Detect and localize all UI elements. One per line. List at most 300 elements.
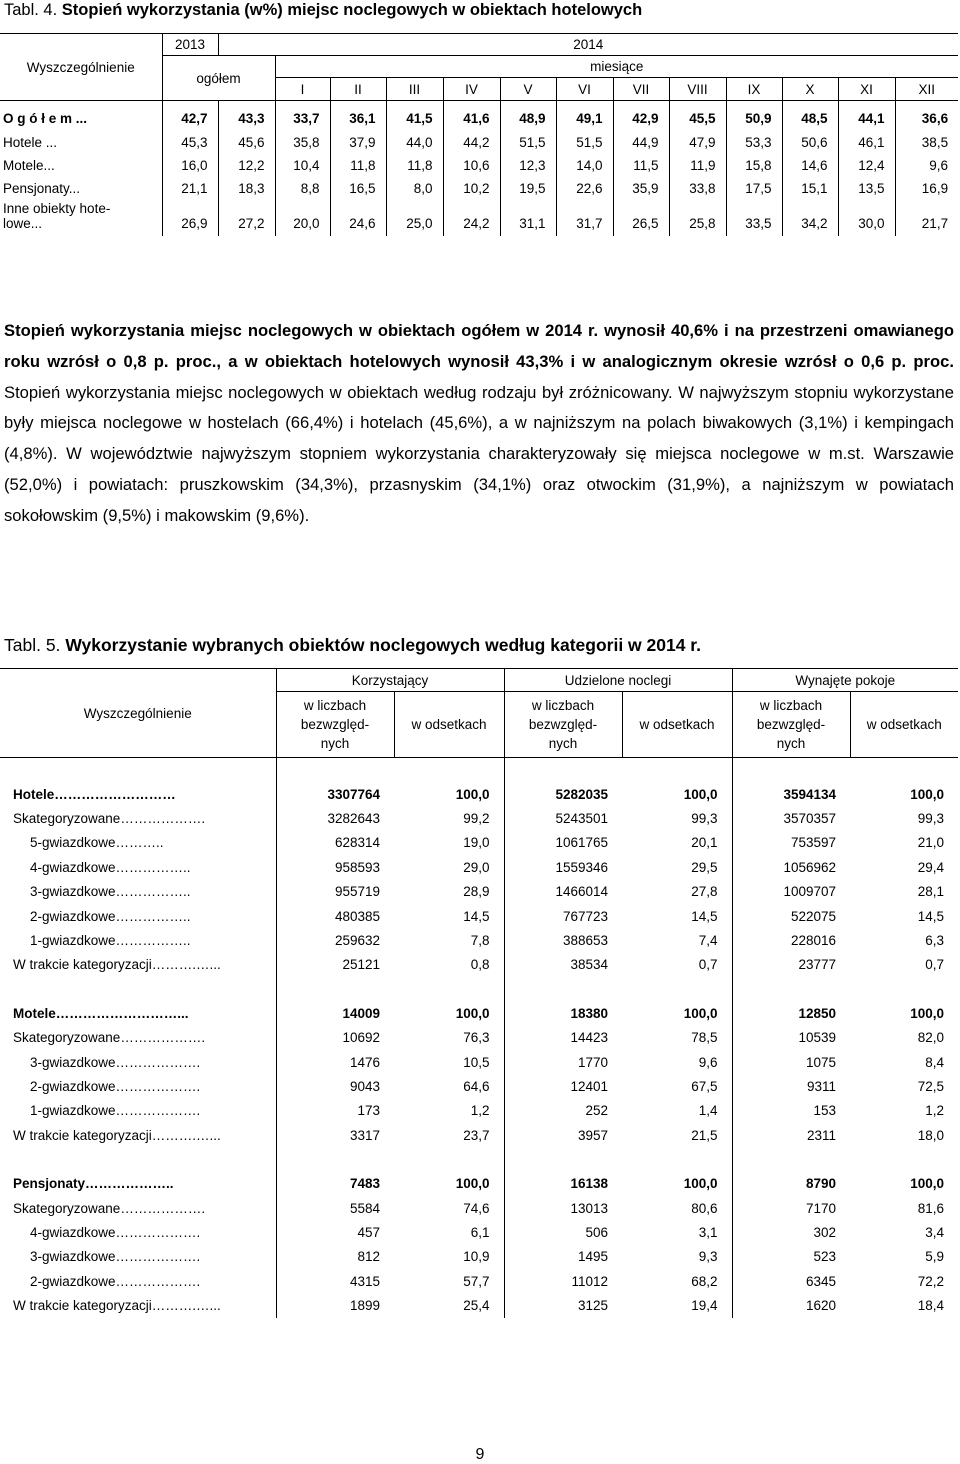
table4-cell-month: 10,2 <box>443 177 500 200</box>
table4-cell-month: 35,9 <box>613 177 669 200</box>
table5-head-absolute-line: bezwzględ- <box>528 717 598 732</box>
table4-cell-ogolem: 12,2 <box>218 154 275 177</box>
table5-cell-absolute: 3125 <box>577 1298 608 1314</box>
table5-spacer-cell <box>504 758 622 783</box>
table5-cell-absolute: 1009707 <box>783 884 837 900</box>
table4-cell-month: 16,9 <box>921 181 949 197</box>
table4-cell-month: 33,7 <box>275 101 330 131</box>
table5-head-percent: w odsetkach <box>394 692 504 758</box>
table4-title-text: Stopień wykorzystania (w%) miejsc noclegowych w obiektach hotelowych <box>61 1 643 19</box>
table5-row <box>0 880 958 904</box>
table4-cell-ogolem: 27,2 <box>218 201 275 236</box>
table5-row <box>0 806 958 830</box>
table5-cell-percent: 100,0 <box>394 1001 504 1025</box>
table4-cell-month: 17,5 <box>726 177 782 200</box>
table5-head-absolute-line: nych <box>776 736 806 751</box>
table5-spacer <box>0 1147 958 1171</box>
table5-cell-percent: 9,3 <box>622 1245 732 1269</box>
table4-cell-2013: 21,1 <box>162 177 218 200</box>
table5-row <box>0 1123 958 1147</box>
table4-cell-month: 14,6 <box>782 154 838 177</box>
table4-cell-month: 49,1 <box>556 101 613 131</box>
table4-cell-month: 15,1 <box>782 177 838 200</box>
table5-cell-absolute: 1620 <box>805 1298 837 1314</box>
table5-row <box>0 1099 958 1123</box>
table5-row <box>0 953 958 977</box>
table4-head-miesiace: miesiące <box>275 56 958 78</box>
table5-row <box>0 1001 958 1025</box>
table5-cell-percent: 100,0 <box>910 1005 945 1021</box>
table5-cell-percent: 100,0 <box>622 782 732 806</box>
table5-row-label: Skategoryzowane………………. <box>0 806 276 830</box>
table5-cell-absolute: 1559346 <box>555 859 608 875</box>
table4-row-label: Hotele ... <box>0 130 162 153</box>
table5-cell-percent: 27,8 <box>622 880 732 904</box>
table5-row-label: 3-gwiazdkowe………………. <box>0 1050 276 1074</box>
table5-cell-absolute: 767723 <box>562 908 608 924</box>
table5-cell-percent: 20,1 <box>622 831 732 855</box>
table4-cell-month: 35,8 <box>275 130 330 153</box>
table4-cell-month: 24,2 <box>443 201 500 236</box>
table5-row <box>0 831 958 855</box>
paragraph-bold-2: , a w obiektach hotelowych wynosił 43,3% i w analogicznym okresie wzrósł o 0,6 p. proc. <box>216 351 954 371</box>
page-number: 9 <box>475 1446 485 1463</box>
table4-cell-month: 36,6 <box>921 111 949 127</box>
table4-cell-month: 41,5 <box>386 101 443 131</box>
table4-cell-month: 44,1 <box>838 101 895 131</box>
table5-cell-absolute: 259632 <box>334 933 380 949</box>
table5-cell-percent: 21,5 <box>622 1123 732 1147</box>
table5-cell-absolute: 3570357 <box>783 811 837 827</box>
table4-cell-month: 53,3 <box>726 130 782 153</box>
table4-cell-month: 37,9 <box>330 130 386 153</box>
table4-head-month: VI <box>556 78 613 101</box>
table5-head-group-3: Wynajęte pokoje <box>732 669 958 692</box>
table5-title-text: Wykorzystanie wybranych obiektów noclegowych według kategorii w 2014 r. <box>65 635 702 655</box>
table4-title <box>4 1 642 20</box>
table4-head-month: XII <box>895 78 958 101</box>
table5-cell-absolute: 8790 <box>805 1176 837 1192</box>
table4-cell-month: 21,7 <box>921 215 949 231</box>
table5-row-label: 2-gwiazdkowe………………. <box>0 1269 276 1293</box>
table4-cell-month: 41,6 <box>443 101 500 131</box>
table4-head-month: IV <box>443 78 500 101</box>
table4-cell-2013: 16,0 <box>162 154 218 177</box>
table5-cell-absolute: 10692 <box>342 1030 380 1046</box>
table5-head-absolute <box>504 692 622 758</box>
table4-cell-month: 50,6 <box>782 130 838 153</box>
table5-row-label: 5-gwiazdkowe……….. <box>0 831 276 855</box>
table5-cell-percent: 7,4 <box>622 928 732 952</box>
table5-cell-percent: 72,2 <box>917 1273 945 1289</box>
table5-row-label: 2-gwiazdkowe………………. <box>0 1074 276 1098</box>
table5-cell-percent: 14,5 <box>622 904 732 928</box>
table5-cell-percent: 74,6 <box>394 1196 504 1220</box>
table5-cell-absolute: 14009 <box>342 1005 380 1021</box>
table5-cell-absolute: 10539 <box>798 1030 837 1046</box>
table5-cell-percent: 3,1 <box>622 1220 732 1244</box>
table5-cell-percent: 67,5 <box>622 1074 732 1098</box>
table5-cell-percent: 99,3 <box>917 811 945 827</box>
table5-cell-absolute: 3594134 <box>783 786 837 802</box>
table5-cell-percent: 1,2 <box>925 1103 945 1119</box>
table5-spacer-cell <box>276 1147 394 1171</box>
table4-cell-month: 51,5 <box>500 130 556 153</box>
table5-row <box>0 1026 958 1050</box>
table5-head-absolute-line: w liczbach <box>531 698 595 713</box>
table4-cell-2013: 26,9 <box>162 201 218 236</box>
table5-cell-absolute: 1056962 <box>783 859 837 875</box>
table4-head-month: VIII <box>669 78 726 101</box>
table4-cell-month: 15,8 <box>726 154 782 177</box>
table5-head-absolute <box>732 692 850 758</box>
table5-cell-percent: 7,8 <box>394 928 504 952</box>
table5-cell-absolute: 480385 <box>334 908 380 924</box>
table5-cell-absolute: 2311 <box>806 1127 837 1143</box>
table4-cell-month: 14,0 <box>556 154 613 177</box>
table4-cell-month: 33,5 <box>726 201 782 236</box>
table4-cell-month: 9,6 <box>929 157 949 173</box>
table5-head-group-2: Udzielone noclegi <box>504 669 732 692</box>
table4-cell-month: 47,9 <box>669 130 726 153</box>
table4-cell-ogolem: 45,6 <box>218 130 275 153</box>
table5-cell-percent: 68,2 <box>622 1269 732 1293</box>
table5-spacer <box>0 977 958 1001</box>
table4-cell-month: 11,8 <box>330 154 386 177</box>
table5-cell-percent: 29,5 <box>622 855 732 879</box>
table5-spacer-cell <box>622 1147 732 1171</box>
table5-spacer-cell <box>850 977 958 1001</box>
table5-cell-absolute: 958593 <box>334 859 380 875</box>
table5-row <box>0 1245 958 1269</box>
table4-cell-ogolem: 43,3 <box>218 101 275 131</box>
table5-spacer-cell <box>622 977 732 1001</box>
table5-cell-absolute: 522075 <box>790 908 837 924</box>
table5-cell-percent: 99,3 <box>622 806 732 830</box>
table5-spacer-cell <box>732 758 850 783</box>
table5-row-label: 4-gwiazdkowe…………….. <box>0 855 276 879</box>
table4-cell-2013: 42,7 <box>162 101 218 131</box>
table4-cell-ogolem: 18,3 <box>218 177 275 200</box>
table5-cell-absolute: 23777 <box>798 957 837 973</box>
table5-row <box>0 1171 958 1195</box>
table5-row-label: Skategoryzowane………………. <box>0 1026 276 1050</box>
table5-cell-percent: 6,1 <box>394 1220 504 1244</box>
table4-row-label-line: Inne obiekty hote- <box>3 200 111 216</box>
table5-spacer-cell <box>394 1147 504 1171</box>
table4-title-prefix: Tabl. 4. <box>4 1 58 19</box>
table5-cell-percent: 5,9 <box>925 1249 945 1265</box>
table5-cell-absolute: 1770 <box>577 1054 608 1070</box>
table4-cell-month: 16,5 <box>330 177 386 200</box>
table5-cell-percent: 19,0 <box>394 831 504 855</box>
table5-cell-percent: 100,0 <box>622 1001 732 1025</box>
table5-cell-percent: 80,6 <box>622 1196 732 1220</box>
table5-row <box>0 782 958 806</box>
table5-cell-absolute: 5584 <box>349 1200 380 1216</box>
table4-cell-month: 25,8 <box>669 201 726 236</box>
table4-cell-month: 20,0 <box>275 201 330 236</box>
table5-spacer-cell <box>0 977 276 1001</box>
table4-cell-month: 50,9 <box>726 101 782 131</box>
table4-cell-month: 19,5 <box>500 177 556 200</box>
table5-cell-absolute: 1495 <box>577 1249 608 1265</box>
table5-row-label: Skategoryzowane………………. <box>0 1196 276 1220</box>
table5-row-label: Pensjonaty……………….. <box>0 1171 276 1195</box>
table5-spacer-cell <box>276 758 394 783</box>
table5-cell-percent: 100,0 <box>910 786 945 802</box>
table4-cell-month: 31,1 <box>500 201 556 236</box>
table5-cell-percent: 99,2 <box>394 806 504 830</box>
table5-cell-absolute: 3957 <box>577 1127 608 1143</box>
table5-spacer-cell <box>732 1147 850 1171</box>
table5-cell-absolute: 38534 <box>570 957 608 973</box>
table5-cell-absolute: 7170 <box>805 1200 837 1216</box>
table5-row <box>0 904 958 928</box>
table5-head-absolute-line: w liczbach <box>303 698 367 713</box>
table5-row-label: 1-gwiazdkowe………………. <box>0 1099 276 1123</box>
table5-spacer-cell <box>0 1147 276 1171</box>
table5-cell-absolute: 4315 <box>349 1273 380 1289</box>
table5-spacer <box>0 758 958 783</box>
table5-cell-absolute: 457 <box>357 1224 380 1240</box>
table5-cell-percent: 18,4 <box>917 1298 945 1314</box>
table5-cell-percent: 72,5 <box>917 1078 945 1094</box>
table4-row <box>0 130 958 153</box>
table4-cell-month: 8,0 <box>386 177 443 200</box>
table4-cell-month: 8,8 <box>275 177 330 200</box>
table5-cell-absolute: 6345 <box>805 1273 837 1289</box>
table4-cell-month: 34,2 <box>782 201 838 236</box>
table5-head-absolute <box>276 692 394 758</box>
table4-cell-month: 10,4 <box>275 154 330 177</box>
table5-cell-absolute: 11012 <box>571 1273 608 1289</box>
table5-cell-percent: 28,9 <box>394 880 504 904</box>
table5-spacer-cell <box>394 758 504 783</box>
table5-row-label: 1-gwiazdkowe…………….. <box>0 928 276 952</box>
table5-spacer-cell <box>850 758 958 783</box>
table5-cell-percent: 0,7 <box>925 957 945 973</box>
table5-head-absolute-line: nych <box>548 736 578 751</box>
table5-spacer-cell <box>504 1147 622 1171</box>
table5-spacer-cell <box>850 1147 958 1171</box>
paragraph-bold-1: Stopień wykorzystania miejsc noclegowych w obiektach ogółem w 2014 r. wynosił 40,6% i na przestrzeni omawianego roku wzrósł o 0,8 p. proc. <box>4 321 954 371</box>
table4 <box>0 33 958 236</box>
table5-cell-absolute: 1075 <box>805 1054 837 1070</box>
table5-cell-absolute: 5243501 <box>555 811 608 827</box>
paragraph-text: Stopień wykorzystania miejsc noclegowych w obiektach według rodzaju był zróżnicowany. W najwyższym stopniu wykorzystane były miejsca noclegowe w hostelach (66,4%) i hotelach (45,6%), a w najniższym na polach biwakowych (3,1%) i kempingach (4,8%). W województwie najwyższym stopniem wykorzystania charakteryzowały się miejsca noclegowe w m.st. Warszawie (52,0%) i powiatach: pruszkowskim (34,3%), przasnyskim (34,1%) oraz otwockim (31,9%), a najniższym w powiatach sokołowskim (9,5%) i makowskim (9,6%). <box>4 382 954 525</box>
table4-cell-month: 38,5 <box>921 134 949 150</box>
table4-row <box>0 101 958 131</box>
table4-head-month: II <box>330 78 386 101</box>
table5-cell-absolute: 228016 <box>790 933 837 949</box>
table5-title-prefix: Tabl. 5. <box>4 635 61 655</box>
table4-head-month: IX <box>726 78 782 101</box>
table5-cell-absolute: 3307764 <box>327 786 380 802</box>
table5-cell-percent: 78,5 <box>622 1026 732 1050</box>
table5-row <box>0 1220 958 1244</box>
table5-cell-percent: 14,5 <box>917 908 945 924</box>
table4-row-label: Pensjonaty... <box>0 177 162 200</box>
table5-cell-percent: 23,7 <box>394 1123 504 1147</box>
table5-cell-percent: 1,2 <box>394 1099 504 1123</box>
table5-row <box>0 855 958 879</box>
table4-cell-month: 33,8 <box>669 177 726 200</box>
table5-cell-absolute: 1061765 <box>555 835 608 851</box>
table5-cell-absolute: 955719 <box>334 884 380 900</box>
table5-row <box>0 1269 958 1293</box>
table4-cell-month: 24,6 <box>330 201 386 236</box>
table5-cell-absolute: 173 <box>357 1103 380 1119</box>
table5-row <box>0 1293 958 1317</box>
table4-cell-month: 30,0 <box>838 201 895 236</box>
table4-cell-month: 11,8 <box>386 154 443 177</box>
table4-cell-month: 45,5 <box>669 101 726 131</box>
table5-cell-absolute: 18380 <box>570 1005 608 1021</box>
table4-row <box>0 154 958 177</box>
table5-cell-percent: 57,7 <box>394 1269 504 1293</box>
table5-cell-percent: 18,0 <box>917 1127 945 1143</box>
table5-row <box>0 1050 958 1074</box>
table4-row-label: O g ó ł e m ... <box>0 101 162 131</box>
table5-row-label: Hotele……………………… <box>0 782 276 806</box>
table5-head-percent: w odsetkach <box>850 692 958 758</box>
table5-cell-percent: 9,6 <box>622 1050 732 1074</box>
table5-head-absolute-line: bezwzględ- <box>756 717 826 732</box>
table4-head-2014: 2014 <box>218 34 958 56</box>
table5-cell-percent: 19,4 <box>622 1293 732 1317</box>
table4-head-month: VII <box>613 78 669 101</box>
table5-cell-percent: 3,4 <box>925 1224 945 1240</box>
table5-cell-absolute: 506 <box>585 1224 608 1240</box>
table5-cell-percent: 100,0 <box>622 1171 732 1195</box>
table4-cell-month: 44,2 <box>443 130 500 153</box>
table5-cell-absolute: 9311 <box>806 1078 837 1094</box>
table5-cell-absolute: 12401 <box>570 1078 608 1094</box>
table5-cell-absolute: 16138 <box>570 1176 608 1192</box>
table5-row-label: W trakcie kategoryzacji……….…... <box>0 953 276 977</box>
table5-title <box>4 635 701 656</box>
table4-head-month: V <box>500 78 556 101</box>
table4-cell-month: 11,5 <box>613 154 669 177</box>
table5-row <box>0 1196 958 1220</box>
table5-cell-absolute: 13013 <box>570 1200 608 1216</box>
table5-cell-percent: 29,0 <box>394 855 504 879</box>
table5-cell-absolute: 14423 <box>570 1030 608 1046</box>
table5-row-label: 2-gwiazdkowe…………….. <box>0 904 276 928</box>
table4-cell-month: 48,9 <box>500 101 556 131</box>
table5-cell-percent: 100,0 <box>394 782 504 806</box>
table5-cell-absolute: 3282643 <box>327 811 380 827</box>
table5-cell-percent: 0,8 <box>394 953 504 977</box>
table5-row-label: W trakcie kategoryzacji……….…... <box>0 1123 276 1147</box>
table4-cell-month: 12,3 <box>500 154 556 177</box>
table4-cell-month: 48,5 <box>782 101 838 131</box>
table5-row-label: 4-gwiazdkowe………………. <box>0 1220 276 1244</box>
table5-cell-absolute: 812 <box>357 1249 380 1265</box>
table5-cell-percent: 25,4 <box>394 1293 504 1317</box>
table5-row <box>0 928 958 952</box>
table4-cell-month: 36,1 <box>330 101 386 131</box>
table5-cell-percent: 81,6 <box>917 1200 945 1216</box>
table5-head-absolute-line: w liczbach <box>759 698 823 713</box>
table4-head-ogolem: ogółem <box>162 56 275 101</box>
table4-head-label: Wyszczególnienie <box>0 34 162 101</box>
table4-cell-month: 13,5 <box>838 177 895 200</box>
table4-row-label-line: lowe... <box>3 215 43 231</box>
table4-cell-month: 44,9 <box>613 130 669 153</box>
table5-cell-absolute: 1476 <box>349 1054 380 1070</box>
table4-head-2013: 2013 <box>162 34 218 56</box>
table4-cell-month: 12,4 <box>838 154 895 177</box>
table4-cell-2013: 45,3 <box>162 130 218 153</box>
table5-cell-absolute: 628314 <box>334 835 380 851</box>
table5-cell-absolute: 7483 <box>349 1176 380 1192</box>
table5-cell-percent: 100,0 <box>910 1176 945 1192</box>
table5-spacer-cell <box>622 758 732 783</box>
table4-row <box>0 201 958 236</box>
table4-cell-month: 22,6 <box>556 177 613 200</box>
table5-head-label: Wyszczególnienie <box>0 669 276 758</box>
table5-cell-percent: 76,3 <box>394 1026 504 1050</box>
table4-cell-month: 31,7 <box>556 201 613 236</box>
table5-spacer-cell <box>394 977 504 1001</box>
table5-cell-absolute: 3317 <box>349 1127 380 1143</box>
table5-cell-absolute: 5282035 <box>555 786 608 802</box>
table5-cell-absolute: 388653 <box>562 933 608 949</box>
table5-row <box>0 1074 958 1098</box>
table5-cell-percent: 1,4 <box>622 1099 732 1123</box>
table4-cell-month: 11,9 <box>669 154 726 177</box>
table4-head-month: III <box>386 78 443 101</box>
table5-cell-percent: 8,4 <box>925 1054 945 1070</box>
table5-cell-absolute: 1466014 <box>555 884 608 900</box>
table4-head-month: X <box>782 78 838 101</box>
table5-spacer-cell <box>276 977 394 1001</box>
table5-head-group-1: Korzystający <box>276 669 504 692</box>
table5-cell-absolute: 302 <box>813 1224 837 1240</box>
table5-cell-absolute: 153 <box>813 1103 837 1119</box>
table5-cell-absolute: 252 <box>585 1103 608 1119</box>
table4-row <box>0 177 958 200</box>
table5-cell-percent: 10,9 <box>394 1245 504 1269</box>
table4-head-month: XI <box>838 78 895 101</box>
table4-row-label <box>0 201 162 236</box>
table5-head-absolute-line: nych <box>320 736 350 751</box>
table4-cell-month: 44,0 <box>386 130 443 153</box>
table4-cell-month: 46,1 <box>838 130 895 153</box>
table5-cell-absolute: 25121 <box>342 957 380 973</box>
table5-cell-percent: 0,7 <box>622 953 732 977</box>
table5-row-label: 3-gwiazdkowe………………. <box>0 1245 276 1269</box>
table5-cell-percent: 64,6 <box>394 1074 504 1098</box>
table5-cell-percent: 28,1 <box>917 884 945 900</box>
table4-cell-month: 51,5 <box>556 130 613 153</box>
table5-cell-absolute: 523 <box>813 1249 837 1265</box>
table5-spacer-cell <box>732 977 850 1001</box>
table5-spacer-cell <box>504 977 622 1001</box>
table4-cell-month: 25,0 <box>386 201 443 236</box>
table4-cell-month: 42,9 <box>613 101 669 131</box>
table4-cell-month: 26,5 <box>613 201 669 236</box>
table5-row-label: Motele………………………... <box>0 1001 276 1025</box>
table5-cell-percent: 100,0 <box>394 1171 504 1195</box>
table5-cell-absolute: 12850 <box>798 1005 837 1021</box>
table5-head-absolute-line: bezwzględ- <box>300 717 370 732</box>
table5-cell-absolute: 753597 <box>790 835 837 851</box>
table5-cell-absolute: 9043 <box>349 1078 380 1094</box>
table5-cell-percent: 14,5 <box>394 904 504 928</box>
